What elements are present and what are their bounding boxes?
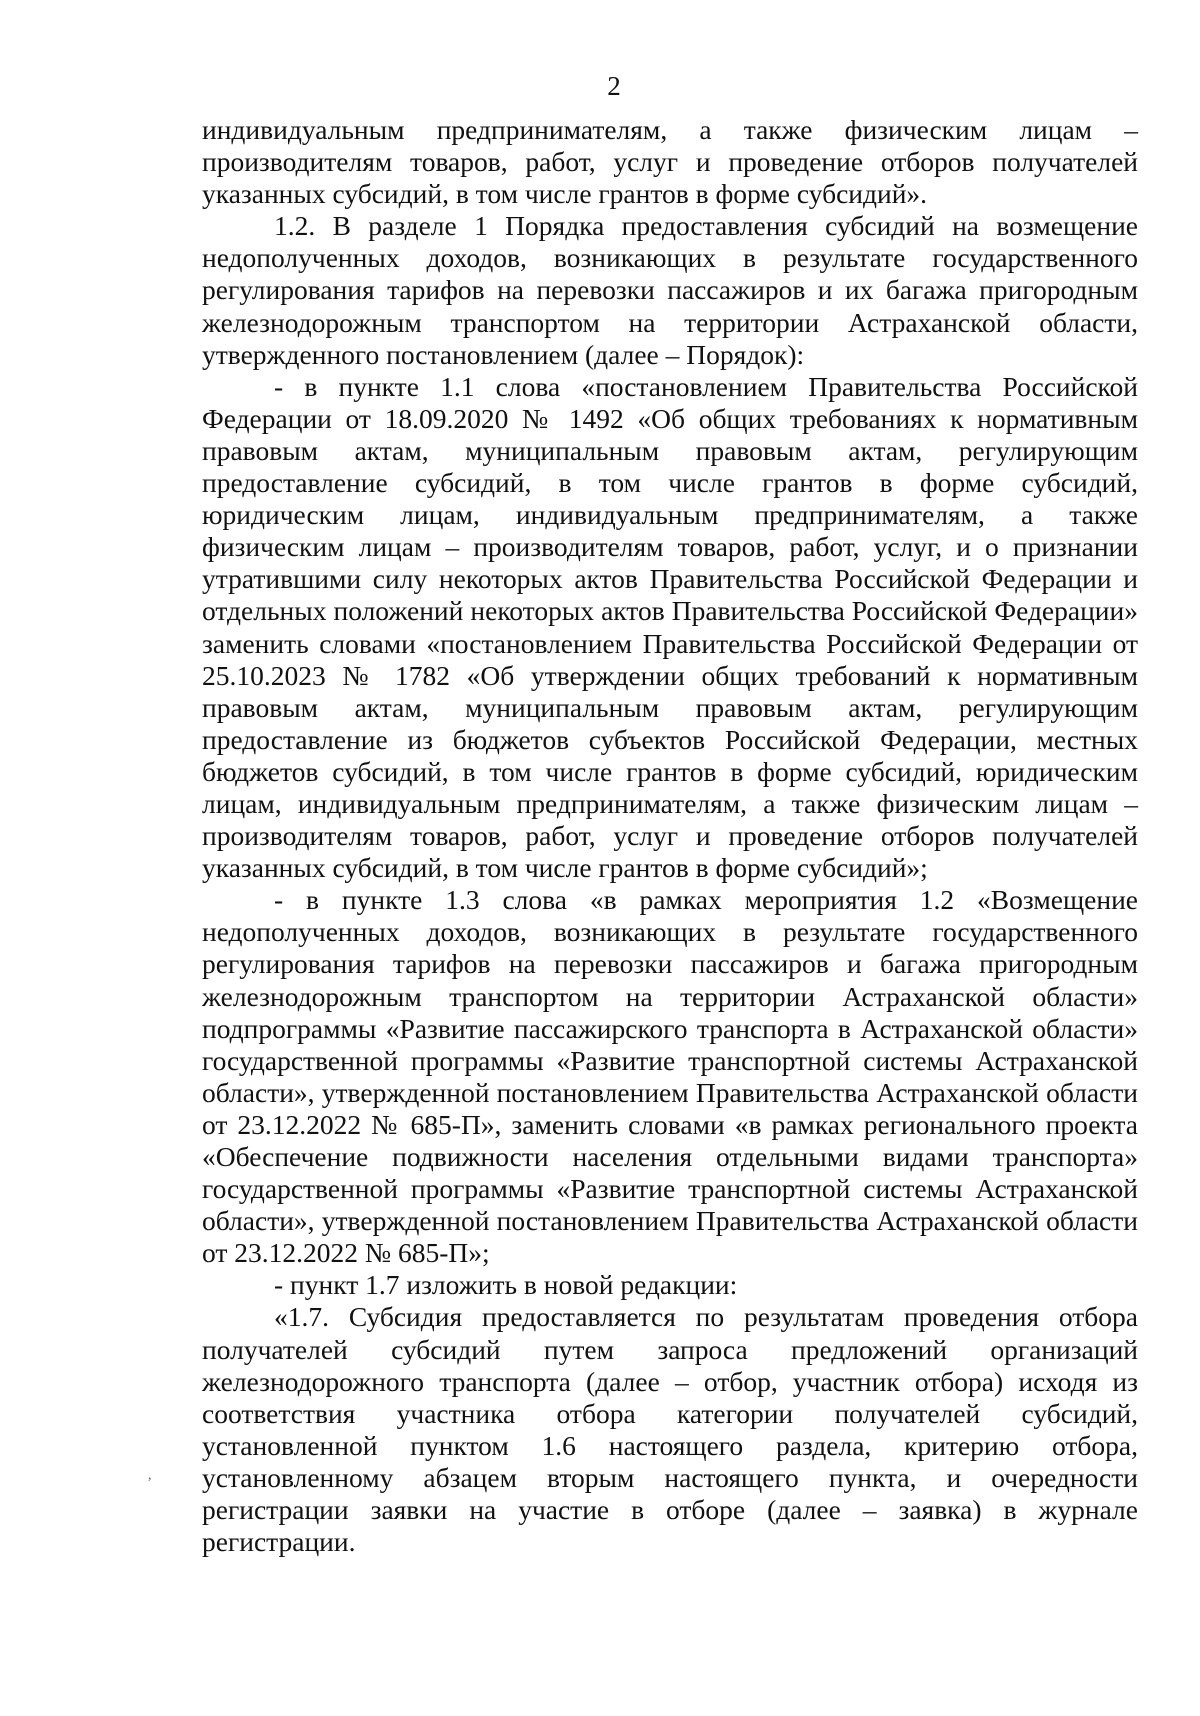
paragraph-item-1-3: - в пункте 1.3 слова «в рамках мероприятия 1.2 «Возмещение недополученных доходов, возникающих в результате государственного регулирования тарифов на перевозки пассажиров и багажа пригородным железнодорожным транспортом на территории Астраханской области» подпрограммы «Развитие пассажирского транспорта в Астраханской области» государственной программы «Развитие транспортной системы Астраханской области», утвержденной постановлением Правительства Астраханской области от 23.12.2022 № 685-П», заменить словами «в рамках регионального проекта «Обеспечение подвижности населения отдельными видами транспорта» государственной программы «Развитие транспортной системы Астраханской области», утвержденной постановлением Правительства Астраханской области от 23.12.2022 № 685-П»; [202, 884, 1138, 1269]
paragraph-item-1-7-text: «1.7. Субсидия предоставляется по результатам проведения отбора получателей субсидий путем запроса предложений организаций железнодорожного транспорта (далее – отбор, участник отбора) исходя из соответствия участника отбора категории получателей субсидий, установленной пунктом 1.6 настоящего раздела, критерию отбора, установленному абзацем вторым настоящего пункта, и очередности регистрации заявки на участие в отборе (далее – заявка) в журнале регистрации. [202, 1301, 1138, 1558]
page-number: 2 [607, 71, 621, 101]
paragraph-continuation: индивидуальным предпринимателям, а также физическим лицам – производителям товаров, работ, услуг и проведение отборов получателей указанных субсидий, в том числе грантов в форме субсидий». [202, 114, 1138, 210]
paragraph-section-1-2: 1.2. В разделе 1 Порядка предоставления субсидий на возмещение недополученных доходов, возникающих в результате государственного регулирования тарифов на перевозки пассажиров и их багажа пригородным железнодорожным транспортом на территории Астраханской области, утвержденного постановлением (далее – Порядок): [202, 210, 1138, 370]
document-body [202, 114, 1138, 1558]
paragraph-item-1-1: - в пункте 1.1 слова «постановлением Правительства Российской Федерации от 18.09.2020 № 1492 «Об общих требованиях к нормативным правовым актам, муниципальным правовым актам, регулирующим предоставление субсидий, в том числе грантов в форме субсидий, юридическим лицам, индивидуальным предпринимателям, а также физическим лицам – производителям товаров, работ, услуг, и о признании утратившими силу некоторых актов Правительства Российской Федерации и отдельных положений некоторых актов Правительства Российской Федерации» заменить словами «постановлением Правительства Российской Федерации от 25.10.2023 № 1782 «Об утверждении общих требований к нормативным правовым актам, муниципальным правовым актам, регулирующим предоставление из бюджетов субъектов Российской Федерации, местных бюджетов субсидий, в том числе грантов в форме субсидий, юридическим лицам, индивидуальным предпринимателям, а также физическим лицам – производителям товаров, работ, услуг и проведение отборов получателей указанных субсидий, в том числе грантов в форме субсидий»; [202, 370, 1138, 884]
scan-speck: , [148, 1468, 152, 1483]
paragraph-item-1-7-intro: - пункт 1.7 изложить в новой редакции: [274, 1269, 738, 1301]
